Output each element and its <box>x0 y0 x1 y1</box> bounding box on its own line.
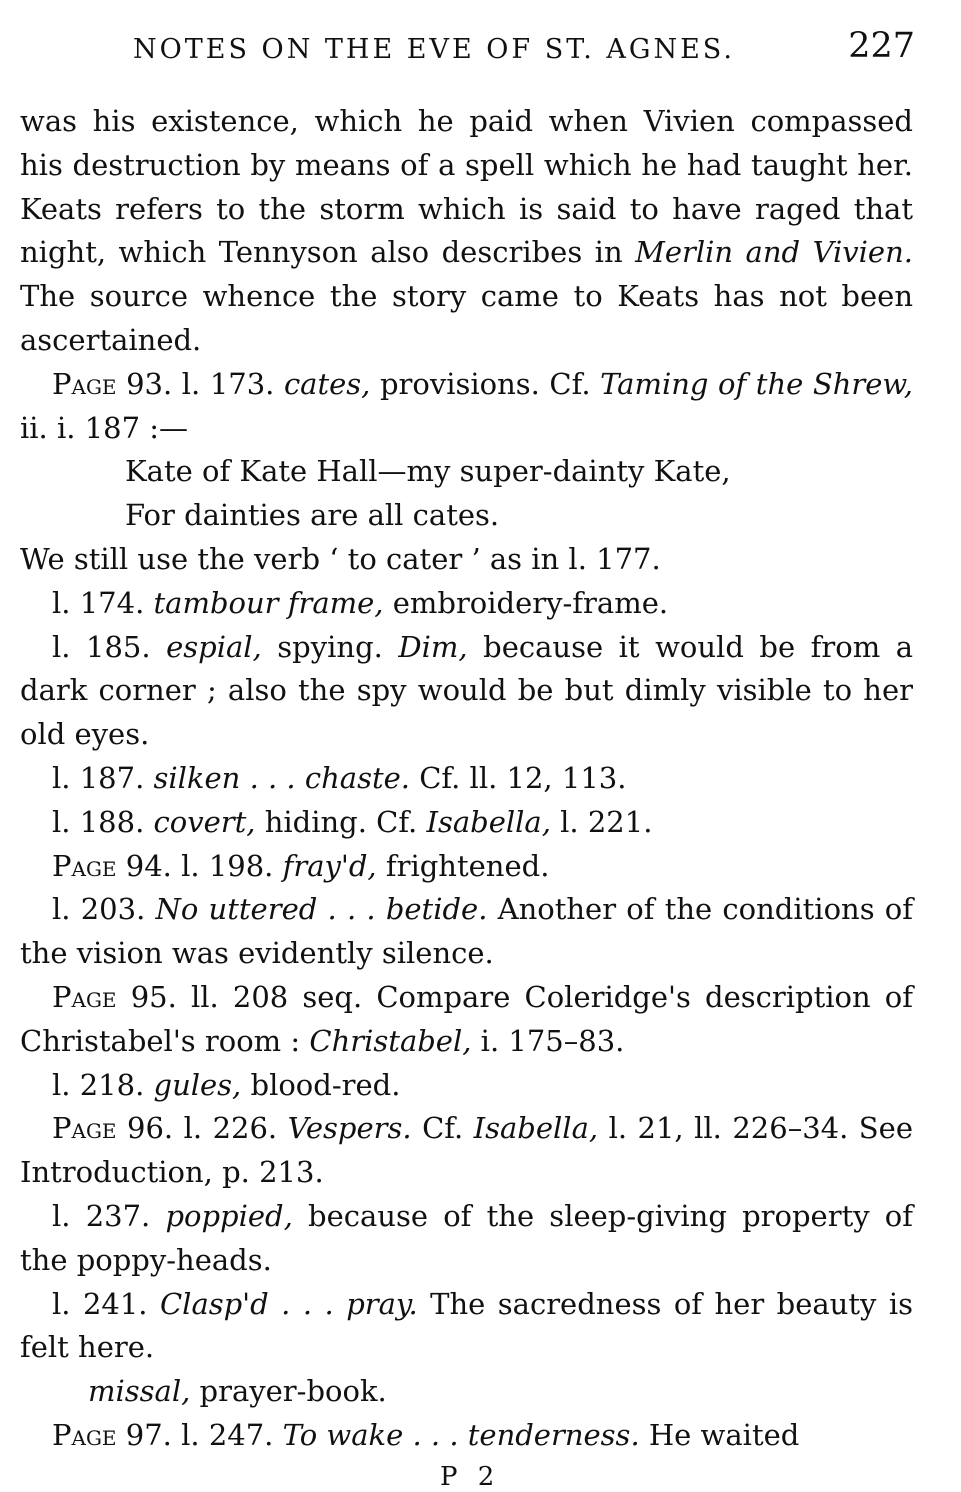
note-line-185: l. 185. espial, spying. Dim, because it would be from a dark corner ; also the spy would be but dimly visible to her old eyes. <box>20 629 913 752</box>
note-page-95: Page 95. ll. 208 seq. Compare Coleridge's description of Christabel's room : Christabel, i. 175–83. <box>20 979 913 1058</box>
running-title: NOTES ON THE EVE OF ST. AGNES. <box>133 34 735 65</box>
note-line-218: l. 218. gules, blood-red. <box>52 1067 401 1102</box>
note-line-237: l. 237. poppied, because of the sleep-giving property of the poppy-heads. <box>20 1198 914 1277</box>
note-line-174: l. 174. tambour frame, embroidery-frame. <box>52 585 669 620</box>
note-line-241: l. 241. Clasp'd . . . pray. The sacredness of her beauty is felt here. <box>20 1286 914 1365</box>
note-page-94: Page 94. l. 198. fray'd, frightened. <box>52 848 550 883</box>
note-page-97: Page 97. l. 247. To wake . . . tenderness. He waited <box>52 1417 800 1452</box>
running-head <box>0 22 961 70</box>
note-missal: missal, prayer-book. <box>88 1374 387 1409</box>
note-page-93: Page 93. l. 173. cates, provisions. Cf. Taming of the Shrew, ii. i. 187 :— <box>20 366 913 445</box>
page-number: 227 <box>848 26 915 66</box>
note-line-203: l. 203. No uttered . . . betide. Another of the conditions of the vision was evidently silence. <box>20 892 913 971</box>
verse-line-2: For dainties are all cates. <box>125 498 500 533</box>
verse-line-1: Kate of Kate Hall—my super-dainty Kate, <box>125 454 731 489</box>
note-line-187: l. 187. silken . . . chaste. Cf. ll. 12, 113. <box>52 760 627 795</box>
signature-mark: P 2 <box>440 1462 501 1492</box>
notes-body <box>20 100 913 1458</box>
note-merlin-continued: was his existence, which he paid when Vivien compassed his destruction by means of a spell which he had taught her. Keats refers to the storm which is said to have raged that night, which Tennyson also describes in Merlin and Vivien. The source whence the story came to Keats has not been ascertained. <box>20 104 913 357</box>
note-cater: We still use the verb ‘ to cater ’ as in l. 177. <box>20 541 661 576</box>
note-line-188: l. 188. covert, hiding. Cf. Isabella, l. 221. <box>52 804 653 839</box>
note-page-96: Page 96. l. 226. Vespers. Cf. Isabella, l. 21, ll. 226–34. See Introduction, p. 213. <box>20 1111 913 1190</box>
